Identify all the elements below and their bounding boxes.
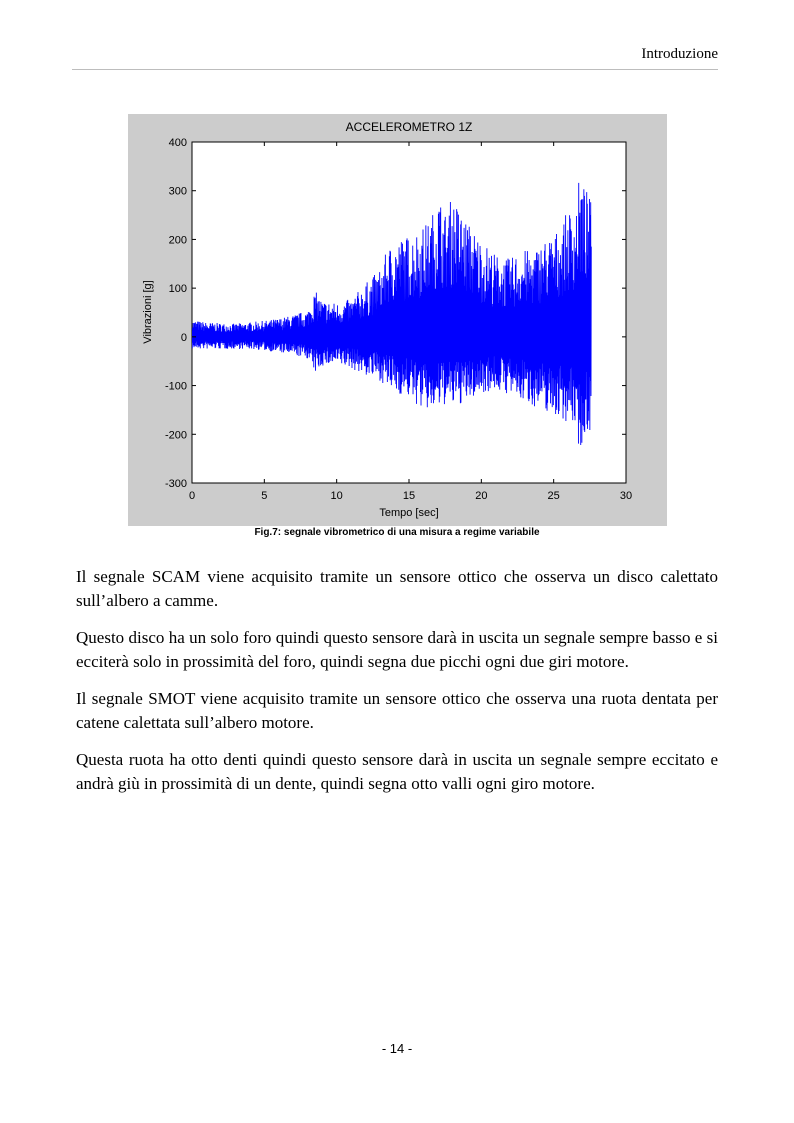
y-axis-label: Vibrazioni [g] <box>142 280 154 344</box>
figure <box>128 114 667 526</box>
y-tick-label: 100 <box>168 283 187 296</box>
y-tick-label: -100 <box>164 380 187 393</box>
y-tick-label: 300 <box>168 185 187 198</box>
x-tick-label: 25 <box>547 490 560 502</box>
page-number: - 14 - <box>381 1041 413 1056</box>
y-tick-label: 400 <box>168 137 187 149</box>
paragraph: Il segnale SCAM viene acquisito tramite un sensore ottico che osserva un disco calettato sull’albero a camme. <box>76 567 718 610</box>
paragraph: Questo disco ha un solo foro quindi questo sensore darà in uscita un segnale sempre basso e si ecciterà solo in prossimità del foro, quindi segna due picchi ogni due giri motore. <box>76 628 718 671</box>
chart-title: ACCELEROMETRO 1Z <box>345 120 473 134</box>
x-tick-label: 0 <box>188 490 196 502</box>
paragraph: Il segnale SMOT viene acquisito tramite un sensore ottico che osserva una ruota dentata per catene calettata sull’albero motore. <box>76 689 718 732</box>
x-axis-label: Tempo [sec] <box>379 507 439 519</box>
x-tick-label: 30 <box>619 490 633 502</box>
x-tick-label: 15 <box>402 490 416 502</box>
y-tick-label: 200 <box>168 234 187 247</box>
y-tick-label: -300 <box>164 478 187 490</box>
y-tick-label: -200 <box>164 429 187 442</box>
y-tick-label: 0 <box>180 331 187 344</box>
paragraph: Questa ruota ha otto denti quindi questo sensore darà in uscita un segnale sempre eccitato e andrà giù in prossimità di un dente, quindi segna otto valli ogni giro motore. <box>76 750 718 793</box>
x-tick-label: 5 <box>261 490 268 502</box>
x-tick-label: 20 <box>475 490 488 502</box>
body-text <box>76 565 718 809</box>
x-tick-label: 10 <box>330 490 343 502</box>
vibration-chart <box>128 114 667 526</box>
running-header: Introduzione <box>72 46 718 70</box>
figure-caption: Fig.7: segnale vibrometrico di una misura a regime variabile <box>254 527 540 538</box>
